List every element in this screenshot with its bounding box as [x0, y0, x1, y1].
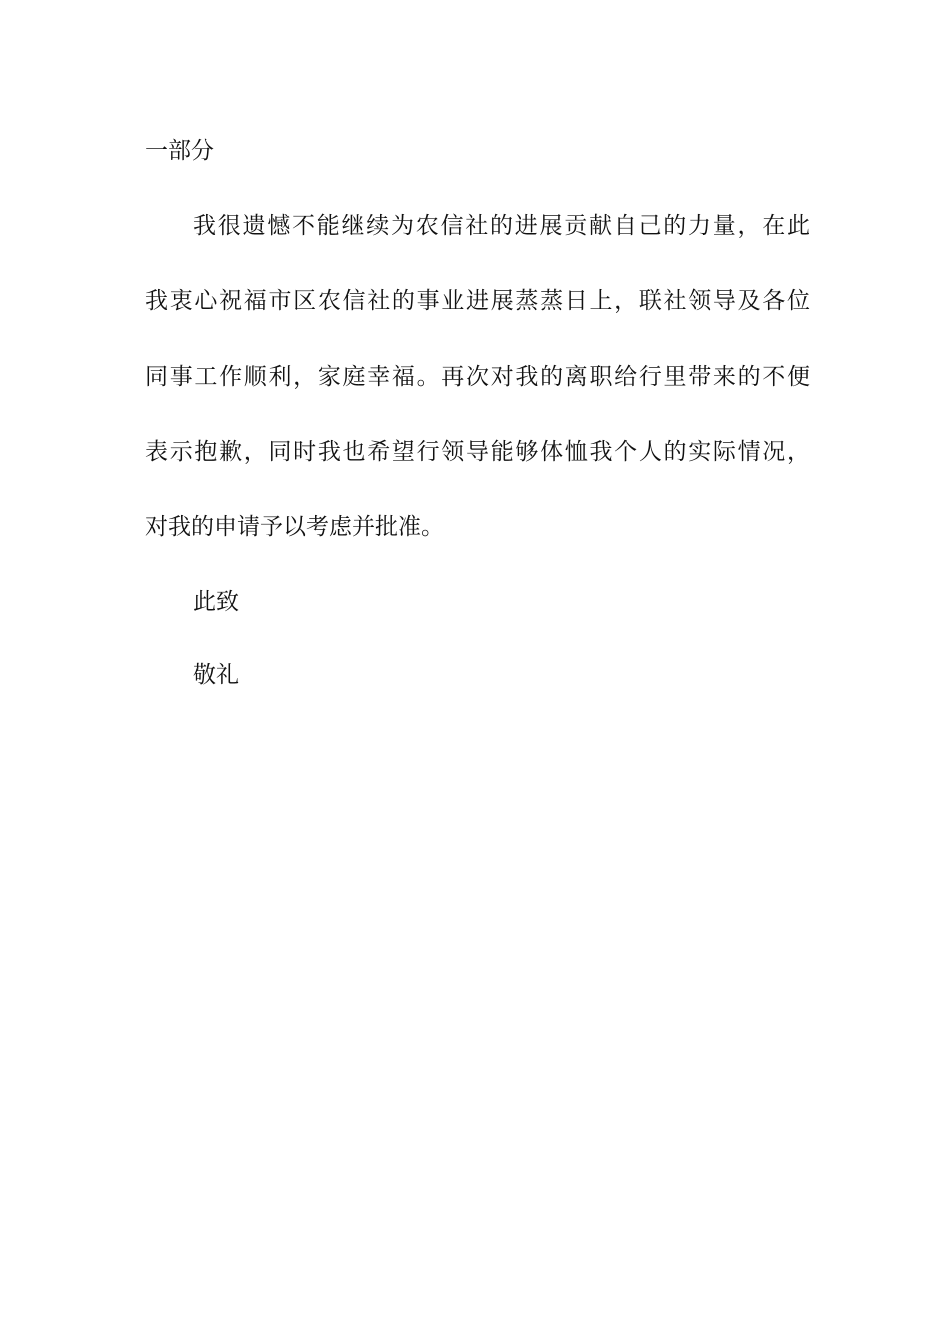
paragraph-line-2: 我衷心祝福市区农信社的事业进展蒸蒸日上，联社领导及各位 [145, 288, 810, 314]
paragraph-line-1: 我很遗憾不能继续为农信社的进展贡献自己的力量，在此 [193, 213, 810, 239]
closing-salutation: 此致 [193, 589, 239, 615]
paragraph-line-4: 表示抱歉，同时我也希望行领导能够体恤我个人的实际情况， [145, 439, 810, 465]
paragraph-line-5: 对我的申请予以考虑并批准。 [145, 514, 444, 540]
paragraph-line-3: 同事工作顺利，家庭幸福。再次对我的离职给行里带来的不便 [145, 364, 810, 390]
closing-regards: 敬礼 [193, 662, 239, 688]
heading-fragment: 一部分 [145, 138, 214, 164]
